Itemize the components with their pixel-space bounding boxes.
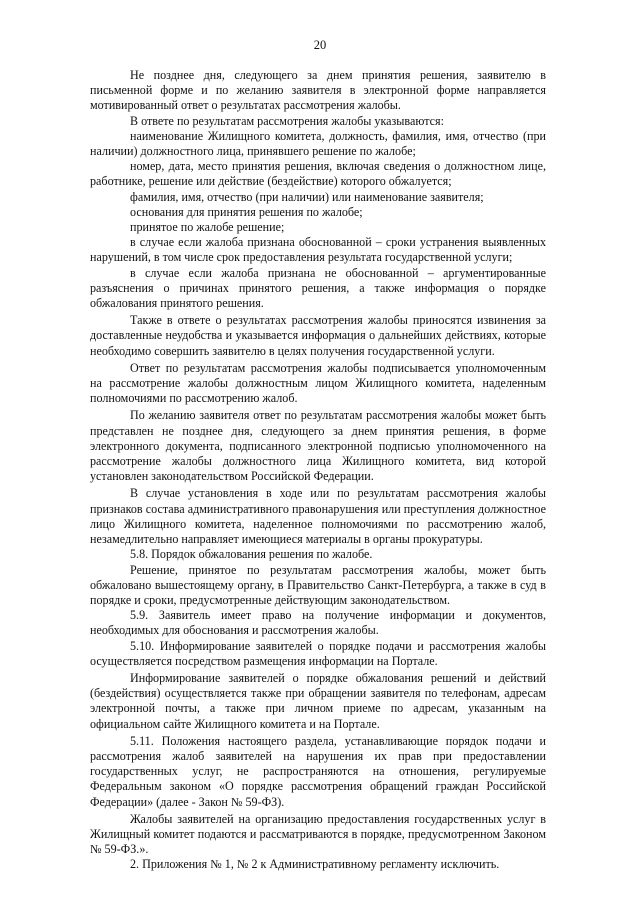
paragraph-law-59: Жалобы заявителей на организацию предоставления государственных услуг в Жилищный комитет подаются и рассматриваются в порядке, предусмотренном Законом № 59-ФЗ.». xyxy=(90,811,546,857)
paragraph-reply-signature: Ответ по результатам рассмотрения жалобы подписывается уполномоченным на рассмотрение жалобы должностным лицом Жилищного комитета, наделенным полномочиями по рассмотрению жалоб. xyxy=(90,360,546,406)
paragraph-item-grounds: основания для принятия решения по жалобе; xyxy=(130,204,363,219)
paragraph-item-applicant-name: фамилия, имя, отчество (при наличии) или наименование заявителя; xyxy=(130,189,484,204)
paragraph-reply-contents-intro: В ответе по результатам рассмотрения жалобы указываются: xyxy=(130,113,444,128)
paragraph-item-unjustified: в случае если жалоба признана не обоснованной – аргументированные разъяснения о причинах принятого решения, а также информация о порядке обжалования принятого решения. xyxy=(90,265,546,311)
paragraph-apologies: Также в ответе о результатах рассмотрения жалобы приносятся извинения за доставленные неудобства и указывается информация о дальнейших действиях, которые необходимо совершить заявителю в целях получения государственной услуги. xyxy=(90,313,546,358)
paragraph-item-justified: в случае если жалоба признана обоснованной – сроки устранения выявленных нарушений, в том числе срок предоставления результата государственной услуги; xyxy=(90,235,546,265)
document-body xyxy=(90,68,546,873)
paragraph-item-decision: принятое по жалобе решение; xyxy=(130,220,285,235)
paragraph-section-5-8: 5.8. Порядок обжалования решения по жалобе. xyxy=(130,547,373,562)
page-number: 20 xyxy=(313,38,327,52)
paragraph-electronic-reply: По желанию заявителя ответ по результатам рассмотрения жалобы может быть представлен не позднее дня, следующего за днем принятия решения, в форме электронного документа, подписанного электронной подписью уполномоченного на рассмотрение жалобы должностного лица Жилищного комитета, вид которой установлен законодательством Российской Федерации. xyxy=(90,408,546,484)
paragraph-annexes: 2. Приложения № 1, № 2 к Административному регламенту исключить. xyxy=(130,857,500,872)
paragraph-appeal: Решение, принятое по результатам рассмотрения жалобы, может быть обжаловано вышестоящему органу, в Правительство Санкт-Петербурга, а также в суд в порядке и сроки, предусмотренные действующим законодательством. xyxy=(90,562,546,607)
paragraph-prosecution: В случае установления в ходе или по результатам рассмотрения жалобы признаков состава административного правонарушения или преступления должностное лицо Жилищного комитета, наделенное полномочиями по рассмотрению жалоб, незамедлительно направляет имеющиеся материалы в органы прокуратуры. xyxy=(90,486,546,547)
paragraph-item-decision-details: номер, дата, место принятия решения, включая сведения о должностном лице, работнике, решение или действие (бездействие) которого обжалуется; xyxy=(90,159,546,189)
paragraph-section-5-10: 5.10. Информирование заявителей о порядке подачи и рассмотрения жалобы осуществляется посредством размещения информации на Портале. xyxy=(90,638,546,668)
paragraph-section-5-9: 5.9. Заявитель имеет право на получение информации и документов, необходимых для обоснования и рассмотрения жалобы. xyxy=(90,608,546,638)
paragraph-section-5-11: 5.11. Положения настоящего раздела, устанавливающие порядок подачи и рассмотрения жалоб заявителей на нарушения их прав при предоставлении государственных услуг, не распространяются на отношения, регулируемые Федеральным законом «О порядке рассмотрения обращений граждан Российской Федерации» (далее - Закон № 59-ФЗ). xyxy=(90,733,546,809)
paragraph-informing: Информирование заявителей о порядке обжалования решений и действий (бездействия) осуществляется также при обращении заявителя по телефонам, адресам электронной почты, а также при личном приеме по адресам, указанным на официальном сайте Жилищного комитета и на Портале. xyxy=(90,670,546,731)
paragraph-reply-notice: Не позднее дня, следующего за днем принятия решения, заявителю в письменной форме и по желанию заявителя в электронной форме направляется мотивированный ответ о результатах рассмотрения жалобы. xyxy=(90,68,546,113)
paragraph-item-committee-name: наименование Жилищного комитета, должность, фамилия, имя, отчество (при наличии) должностного лица, принявшего решение по жалобе; xyxy=(90,128,546,159)
